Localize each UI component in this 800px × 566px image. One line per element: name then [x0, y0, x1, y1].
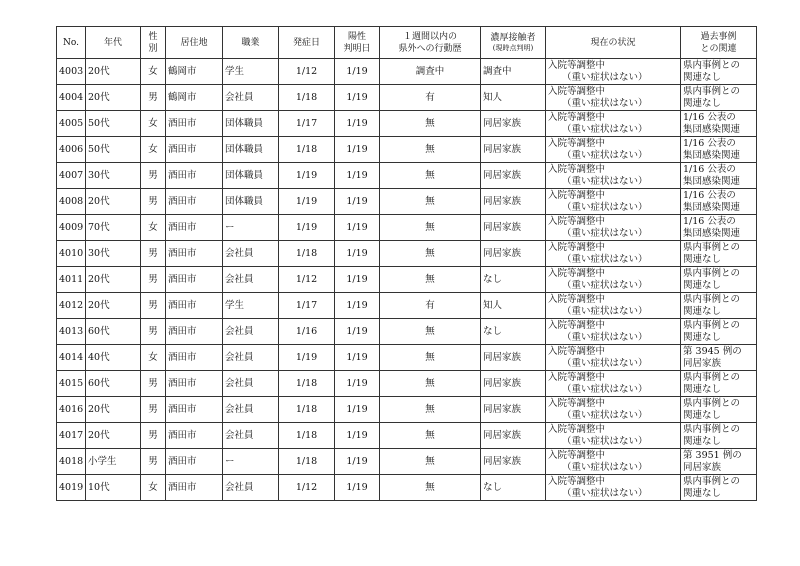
cell-positive: 1/19 — [335, 137, 380, 163]
cell-travel: 無 — [380, 137, 481, 163]
cell-onset: 1/12 — [279, 475, 335, 501]
cell-contact: なし — [481, 319, 546, 345]
cell-sex: 男 — [141, 319, 166, 345]
cell-onset: 1/18 — [279, 423, 335, 449]
col-positive-line2: 判明日 — [343, 43, 371, 54]
cell-age: 20代 — [86, 85, 141, 111]
table-row — [57, 423, 757, 449]
past-line1: 県内事例との — [683, 241, 741, 253]
status-line2: （重い症状はない） — [562, 253, 648, 265]
cell-status — [546, 423, 681, 449]
cell-sex: 男 — [141, 267, 166, 293]
cell-no: 4006 — [57, 137, 86, 163]
status-line1: 入院等調整中 — [548, 371, 606, 383]
cell-age: 60代 — [86, 319, 141, 345]
col-travel-line1: １週間以内の — [402, 31, 457, 42]
table-row — [57, 85, 757, 111]
cell-no: 4009 — [57, 215, 86, 241]
status-line2: （重い症状はない） — [562, 331, 648, 343]
cell-status — [546, 345, 681, 371]
cell-contact: 同居家族 — [481, 371, 546, 397]
cell-sex: 男 — [141, 293, 166, 319]
past-line1: 県内事例との — [683, 423, 741, 435]
cell-onset: 1/16 — [279, 319, 335, 345]
cell-past — [681, 215, 757, 241]
status-line2: （重い症状はない） — [562, 227, 648, 239]
cell-travel: 無 — [380, 319, 481, 345]
cell-age: 70代 — [86, 215, 141, 241]
cell-travel: 無 — [380, 267, 481, 293]
cell-onset: 1/12 — [279, 59, 335, 85]
cell-onset: 1/18 — [279, 371, 335, 397]
cell-job: 団体職員 — [223, 111, 279, 137]
cell-sex: 女 — [141, 215, 166, 241]
cell-contact: 知人 — [481, 85, 546, 111]
table-row — [57, 111, 757, 137]
cell-past — [681, 163, 757, 189]
table-row — [57, 449, 757, 475]
col-no: No. — [57, 27, 86, 59]
table-row — [57, 293, 757, 319]
col-past-line2: との関連 — [700, 43, 737, 54]
cell-job: ー — [223, 449, 279, 475]
cell-sex: 女 — [141, 475, 166, 501]
cell-onset: 1/18 — [279, 241, 335, 267]
past-line1: 県内事例との — [683, 59, 741, 71]
col-travel — [380, 27, 481, 59]
cell-positive: 1/19 — [335, 475, 380, 501]
cell-sex: 男 — [141, 189, 166, 215]
status-line1: 入院等調整中 — [548, 137, 606, 149]
cell-positive: 1/19 — [335, 163, 380, 189]
status-line2: （重い症状はない） — [562, 461, 648, 473]
cell-residence: 酒田市 — [166, 267, 223, 293]
status-line2: （重い症状はない） — [562, 383, 648, 395]
past-line2: 関連なし — [683, 383, 722, 395]
status-line1: 入院等調整中 — [548, 345, 606, 357]
status-line1: 入院等調整中 — [548, 241, 606, 253]
cell-past — [681, 293, 757, 319]
cell-residence: 酒田市 — [166, 163, 223, 189]
cell-onset: 1/17 — [279, 111, 335, 137]
table-row — [57, 241, 757, 267]
cell-residence: 酒田市 — [166, 293, 223, 319]
past-line2: 関連なし — [683, 305, 722, 317]
cell-age: 50代 — [86, 137, 141, 163]
cell-residence: 酒田市 — [166, 371, 223, 397]
cell-onset: 1/18 — [279, 449, 335, 475]
cell-contact: 同居家族 — [481, 423, 546, 449]
table-row — [57, 371, 757, 397]
cell-status — [546, 267, 681, 293]
cell-travel: 無 — [380, 371, 481, 397]
col-positive-line1: 陽性 — [347, 31, 366, 42]
past-line1: 1/16 公表の — [683, 111, 736, 123]
past-line1: 1/16 公表の — [683, 163, 736, 175]
cell-contact: 同居家族 — [481, 241, 546, 267]
past-line1: 県内事例との — [683, 397, 741, 409]
status-line2: （重い症状はない） — [562, 305, 648, 317]
cell-status — [546, 111, 681, 137]
cell-positive: 1/19 — [335, 293, 380, 319]
past-line2: 関連なし — [683, 97, 722, 109]
cell-positive: 1/19 — [335, 423, 380, 449]
cell-no: 4014 — [57, 345, 86, 371]
cell-contact: 同居家族 — [481, 111, 546, 137]
past-line1: 県内事例との — [683, 319, 741, 331]
col-job: 職業 — [223, 27, 279, 59]
cell-past — [681, 423, 757, 449]
cell-no: 4007 — [57, 163, 86, 189]
cell-past — [681, 111, 757, 137]
status-line2: （重い症状はない） — [562, 123, 648, 135]
cell-age: 20代 — [86, 267, 141, 293]
cell-positive: 1/19 — [335, 267, 380, 293]
cell-positive: 1/19 — [335, 449, 380, 475]
cell-age: 10代 — [86, 475, 141, 501]
cell-positive: 1/19 — [335, 345, 380, 371]
col-past — [681, 27, 757, 59]
col-onset: 発症日 — [279, 27, 335, 59]
cell-no: 4016 — [57, 397, 86, 423]
cell-contact: 知人 — [481, 293, 546, 319]
status-line2: （重い症状はない） — [562, 97, 648, 109]
cell-sex: 男 — [141, 423, 166, 449]
cell-residence: 酒田市 — [166, 241, 223, 267]
cell-past — [681, 85, 757, 111]
cell-no: 4017 — [57, 423, 86, 449]
cell-job: 会社員 — [223, 241, 279, 267]
cell-past — [681, 241, 757, 267]
cell-status — [546, 241, 681, 267]
cell-onset: 1/19 — [279, 345, 335, 371]
cell-status — [546, 449, 681, 475]
cell-onset: 1/18 — [279, 85, 335, 111]
cell-residence: 鶴岡市 — [166, 85, 223, 111]
cell-past — [681, 397, 757, 423]
cell-onset: 1/19 — [279, 163, 335, 189]
cell-sex: 男 — [141, 449, 166, 475]
cell-residence: 酒田市 — [166, 449, 223, 475]
table-row — [57, 397, 757, 423]
cell-onset: 1/19 — [279, 215, 335, 241]
cell-travel: 無 — [380, 241, 481, 267]
cell-past — [681, 137, 757, 163]
cell-travel: 無 — [380, 345, 481, 371]
cell-residence: 酒田市 — [166, 319, 223, 345]
cell-age: 40代 — [86, 345, 141, 371]
cell-job: ー — [223, 215, 279, 241]
cell-status — [546, 59, 681, 85]
cell-past — [681, 449, 757, 475]
cell-positive: 1/19 — [335, 59, 380, 85]
cell-age: 20代 — [86, 189, 141, 215]
case-table — [56, 26, 757, 501]
cell-past — [681, 319, 757, 345]
status-line1: 入院等調整中 — [548, 215, 606, 227]
cell-status — [546, 163, 681, 189]
cell-contact: なし — [481, 267, 546, 293]
cell-job: 団体職員 — [223, 189, 279, 215]
cell-job: 会社員 — [223, 475, 279, 501]
col-contact-line1: 濃厚接触者 — [490, 33, 536, 43]
status-line2: （重い症状はない） — [562, 279, 648, 291]
past-line2: 関連なし — [683, 279, 722, 291]
past-line1: 県内事例との — [683, 267, 741, 279]
past-line1: 1/16 公表の — [683, 215, 736, 227]
cell-age: 50代 — [86, 111, 141, 137]
status-line1: 入院等調整中 — [548, 423, 606, 435]
cell-positive: 1/19 — [335, 189, 380, 215]
cell-positive: 1/19 — [335, 241, 380, 267]
past-line2: 集団感染関連 — [683, 201, 741, 213]
cell-contact: 同居家族 — [481, 397, 546, 423]
cell-past — [681, 267, 757, 293]
cell-positive: 1/19 — [335, 371, 380, 397]
status-line2: （重い症状はない） — [562, 435, 648, 447]
col-sex-line1: 性 — [148, 31, 158, 42]
col-travel-line2: 県外への行動歴 — [398, 43, 462, 54]
past-line1: 県内事例との — [683, 475, 741, 487]
col-positive — [335, 27, 380, 59]
cell-contact: 同居家族 — [481, 189, 546, 215]
past-line1: 県内事例との — [683, 293, 741, 305]
cell-residence: 酒田市 — [166, 345, 223, 371]
status-line1: 入院等調整中 — [548, 111, 606, 123]
past-line1: 第 3945 例の — [683, 345, 742, 357]
status-line2: （重い症状はない） — [562, 71, 648, 83]
cell-job: 学生 — [223, 59, 279, 85]
past-line2: 関連なし — [683, 253, 722, 265]
past-line2: 集団感染関連 — [683, 175, 741, 187]
col-contact-line2: (現時点判明) — [492, 44, 534, 52]
table-row — [57, 475, 757, 501]
cell-travel: 無 — [380, 215, 481, 241]
table-row — [57, 163, 757, 189]
cell-status — [546, 371, 681, 397]
cell-age: 20代 — [86, 293, 141, 319]
cell-residence: 酒田市 — [166, 111, 223, 137]
cell-no: 4013 — [57, 319, 86, 345]
table-row — [57, 345, 757, 371]
cell-travel: 無 — [380, 475, 481, 501]
status-line2: （重い症状はない） — [562, 201, 648, 213]
cell-no: 4003 — [57, 59, 86, 85]
cell-age: 20代 — [86, 59, 141, 85]
cell-contact: 同居家族 — [481, 449, 546, 475]
cell-positive: 1/19 — [335, 215, 380, 241]
cell-contact: 調査中 — [481, 59, 546, 85]
cell-sex: 男 — [141, 397, 166, 423]
past-line1: 県内事例との — [683, 85, 741, 97]
past-line1: 第 3951 例の — [683, 449, 742, 461]
status-line2: （重い症状はない） — [562, 357, 648, 369]
cell-sex: 女 — [141, 137, 166, 163]
cell-status — [546, 397, 681, 423]
col-residence: 居住地 — [166, 27, 223, 59]
col-contact — [481, 27, 546, 59]
status-line1: 入院等調整中 — [548, 59, 606, 71]
status-line1: 入院等調整中 — [548, 397, 606, 409]
table-row — [57, 267, 757, 293]
cell-travel: 無 — [380, 111, 481, 137]
table-row — [57, 137, 757, 163]
cell-no: 4019 — [57, 475, 86, 501]
cell-past — [681, 475, 757, 501]
table-row — [57, 189, 757, 215]
status-line1: 入院等調整中 — [548, 293, 606, 305]
cell-no: 4010 — [57, 241, 86, 267]
cell-travel: 無 — [380, 189, 481, 215]
cell-status — [546, 215, 681, 241]
cell-job: 会社員 — [223, 371, 279, 397]
cell-residence: 酒田市 — [166, 475, 223, 501]
cell-age: 60代 — [86, 371, 141, 397]
col-past-line1: 過去事例 — [700, 31, 737, 42]
cell-job: 会社員 — [223, 397, 279, 423]
cell-residence: 酒田市 — [166, 189, 223, 215]
cell-past — [681, 345, 757, 371]
cell-job: 会社員 — [223, 319, 279, 345]
cell-job: 団体職員 — [223, 163, 279, 189]
cell-sex: 女 — [141, 59, 166, 85]
status-line1: 入院等調整中 — [548, 189, 606, 201]
cell-contact: なし — [481, 475, 546, 501]
cell-onset: 1/18 — [279, 397, 335, 423]
cell-onset: 1/17 — [279, 293, 335, 319]
past-line2: 同居家族 — [683, 461, 722, 473]
cell-no: 4018 — [57, 449, 86, 475]
cell-travel: 調査中 — [380, 59, 481, 85]
cell-no: 4008 — [57, 189, 86, 215]
status-line1: 入院等調整中 — [548, 85, 606, 97]
cell-sex: 女 — [141, 111, 166, 137]
cell-positive: 1/19 — [335, 111, 380, 137]
past-line2: 同居家族 — [683, 357, 722, 369]
cell-no: 4004 — [57, 85, 86, 111]
past-line2: 関連なし — [683, 71, 722, 83]
cell-status — [546, 189, 681, 215]
cell-past — [681, 59, 757, 85]
cell-travel: 無 — [380, 449, 481, 475]
cell-sex: 男 — [141, 163, 166, 189]
past-line2: 関連なし — [683, 409, 722, 421]
cell-onset: 1/18 — [279, 137, 335, 163]
status-line1: 入院等調整中 — [548, 449, 606, 461]
cell-no: 4011 — [57, 267, 86, 293]
past-line2: 集団感染関連 — [683, 227, 741, 239]
cell-sex: 男 — [141, 371, 166, 397]
cell-job: 会社員 — [223, 345, 279, 371]
cell-age: 30代 — [86, 163, 141, 189]
cell-age: 小学生 — [86, 449, 141, 475]
cell-positive: 1/19 — [335, 319, 380, 345]
cell-no: 4012 — [57, 293, 86, 319]
col-sex — [141, 27, 166, 59]
cell-residence: 酒田市 — [166, 423, 223, 449]
status-line2: （重い症状はない） — [562, 175, 648, 187]
past-line2: 集団感染関連 — [683, 149, 741, 161]
cell-travel: 無 — [380, 397, 481, 423]
cell-sex: 女 — [141, 345, 166, 371]
table-row — [57, 59, 757, 85]
status-line1: 入院等調整中 — [548, 475, 606, 487]
cell-positive: 1/19 — [335, 85, 380, 111]
cell-onset: 1/19 — [279, 189, 335, 215]
cell-contact: 同居家族 — [481, 137, 546, 163]
case-rows — [57, 59, 757, 501]
cell-residence: 鶴岡市 — [166, 59, 223, 85]
status-line1: 入院等調整中 — [548, 163, 606, 175]
cell-age: 20代 — [86, 397, 141, 423]
cell-past — [681, 189, 757, 215]
cell-job: 会社員 — [223, 85, 279, 111]
cell-status — [546, 85, 681, 111]
cell-job: 学生 — [223, 293, 279, 319]
table-row — [57, 215, 757, 241]
past-line1: 1/16 公表の — [683, 137, 736, 149]
cell-no: 4005 — [57, 111, 86, 137]
cell-status — [546, 293, 681, 319]
cell-contact: 同居家族 — [481, 163, 546, 189]
cell-age: 30代 — [86, 241, 141, 267]
cell-job: 会社員 — [223, 267, 279, 293]
cell-status — [546, 137, 681, 163]
col-age: 年代 — [86, 27, 141, 59]
status-line2: （重い症状はない） — [562, 149, 648, 161]
status-line2: （重い症状はない） — [562, 409, 648, 421]
status-line2: （重い症状はない） — [562, 487, 648, 499]
cell-residence: 酒田市 — [166, 215, 223, 241]
past-line2: 関連なし — [683, 331, 722, 343]
cell-onset: 1/12 — [279, 267, 335, 293]
past-line1: 1/16 公表の — [683, 189, 736, 201]
cell-no: 4015 — [57, 371, 86, 397]
cell-travel: 無 — [380, 423, 481, 449]
header-row — [57, 27, 757, 59]
col-status: 現在の状況 — [546, 27, 681, 59]
past-line2: 集団感染関連 — [683, 123, 741, 135]
cell-residence: 酒田市 — [166, 397, 223, 423]
cell-positive: 1/19 — [335, 397, 380, 423]
past-line1: 県内事例との — [683, 371, 741, 383]
cell-sex: 男 — [141, 241, 166, 267]
status-line1: 入院等調整中 — [548, 319, 606, 331]
cell-status — [546, 319, 681, 345]
cell-residence: 酒田市 — [166, 137, 223, 163]
cell-past — [681, 371, 757, 397]
table-row — [57, 319, 757, 345]
cell-travel: 有 — [380, 293, 481, 319]
cell-travel: 無 — [380, 163, 481, 189]
cell-job: 団体職員 — [223, 137, 279, 163]
past-line2: 関連なし — [683, 487, 722, 499]
cell-job: 会社員 — [223, 423, 279, 449]
past-line2: 関連なし — [683, 435, 722, 447]
col-sex-line2: 別 — [148, 43, 158, 54]
cell-age: 20代 — [86, 423, 141, 449]
status-line1: 入院等調整中 — [548, 267, 606, 279]
cell-contact: 同居家族 — [481, 215, 546, 241]
cell-status — [546, 475, 681, 501]
cell-sex: 男 — [141, 85, 166, 111]
cell-travel: 有 — [380, 85, 481, 111]
cell-contact: 同居家族 — [481, 345, 546, 371]
